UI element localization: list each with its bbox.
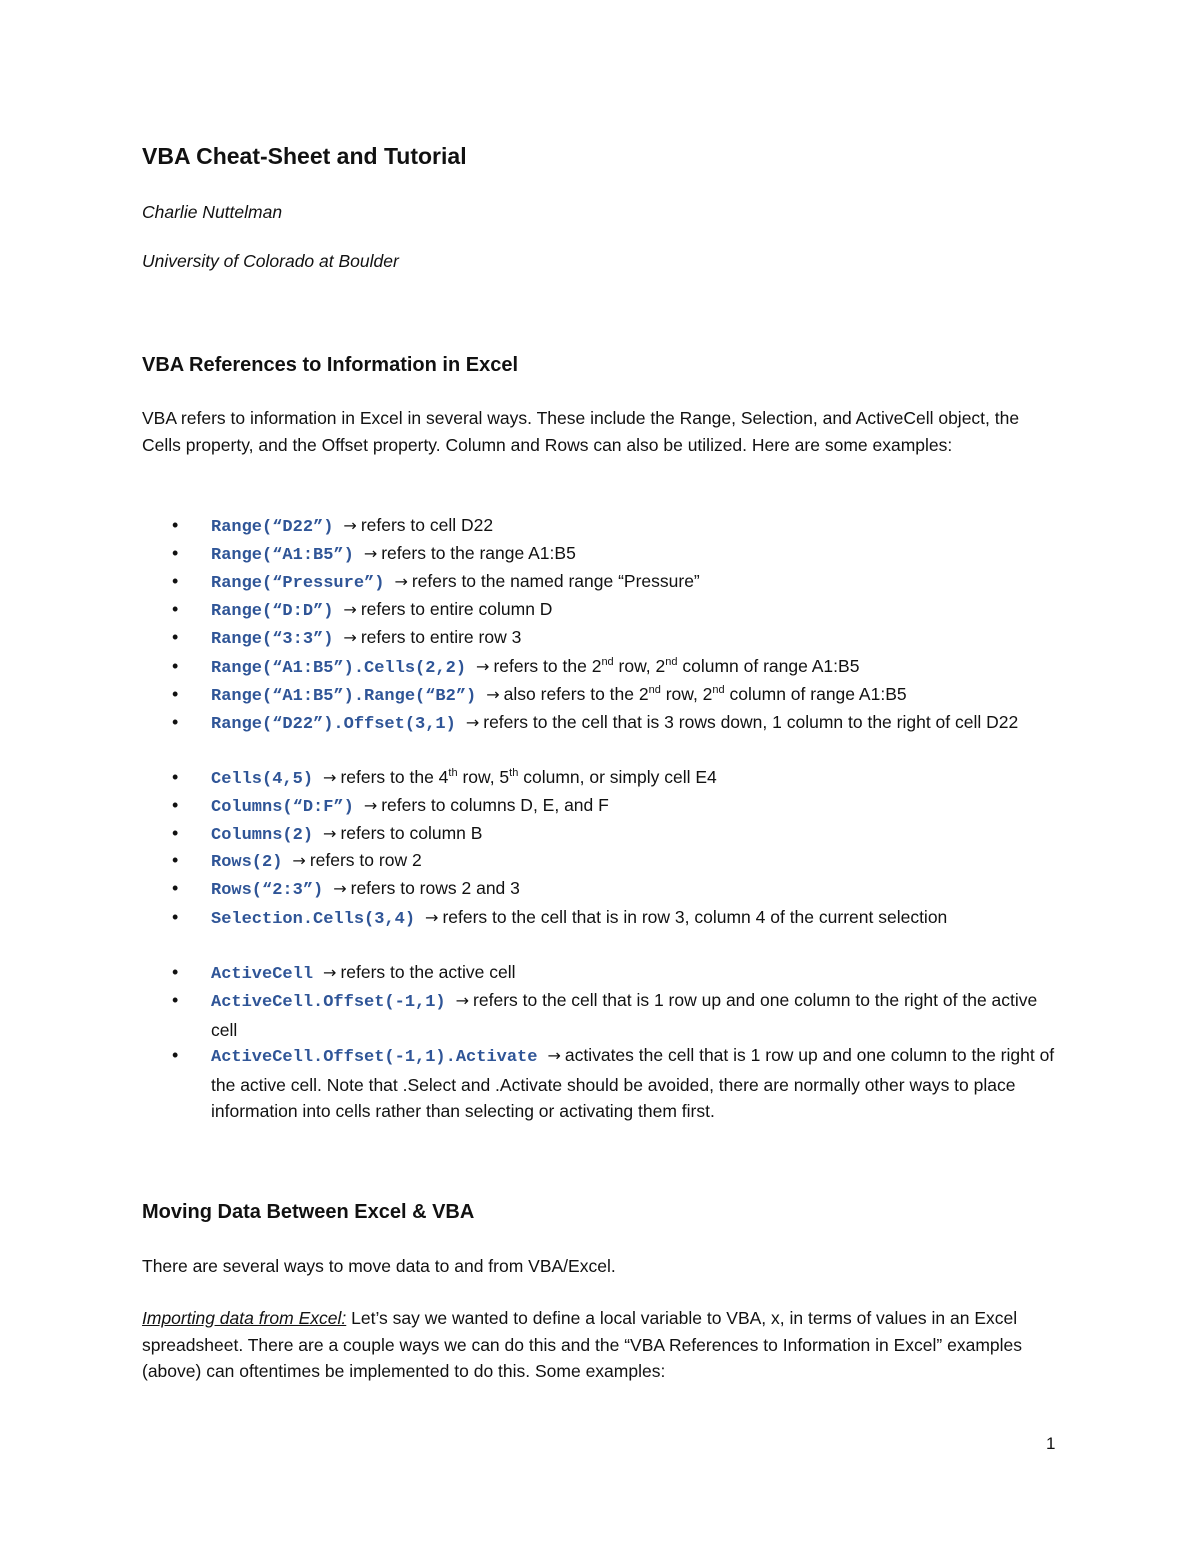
code-snippet: Range(“D22”).Offset(3,1) [211,715,456,734]
item-description: column of range A1:B5 [677,656,860,676]
item-description: refers to the cell that is in row 3, column 4 of the current selection [442,907,948,927]
arrow-icon: → [394,572,408,591]
item-description: refers to rows 2 and 3 [350,878,520,898]
bullet-icon: • [172,850,179,870]
bullet-icon: • [172,543,179,563]
code-snippet: ActiveCell.Offset(-1,1).Activate [211,1048,538,1067]
code-snippet: Range(“3:3”) [211,630,334,649]
bullet-icon: • [172,656,179,676]
item-description: refers to cell D22 [360,515,494,535]
bullet-icon: • [172,990,179,1010]
item-description: refers to the 4 [340,767,449,787]
arrow-icon: → [323,824,337,843]
item-description: refers to the cell that is 3 rows down, 1 column to the right of cell D22 [483,712,1019,732]
bullet-icon: • [172,599,179,619]
code-snippet: Range(“A1:B5”).Cells(2,2) [211,659,467,678]
bullet-icon: • [172,823,179,843]
arrow-icon: → [363,796,378,815]
arrow-icon: → [363,544,378,563]
bullet-icon: • [172,1045,179,1065]
importing-paragraph [142,1305,1062,1385]
arrow-icon: → [292,851,306,870]
item-description: refers to columns D, E, and F [381,795,609,815]
superscript: nd [648,684,661,697]
code-snippet: ActiveCell.Offset(-1,1) [211,993,446,1012]
arrow-icon: → [343,600,357,619]
author-name: Charlie Nuttelman [142,202,283,222]
bullet-icon: • [172,515,179,535]
item-description: refers to row 2 [309,850,422,870]
item-description: row, 5 [457,767,510,787]
section-heading-moving-data: Moving Data Between Excel & VBA [142,1201,475,1223]
importing-label: Importing data from Excel: [142,1308,347,1328]
arrow-icon: → [486,685,500,704]
bullet-icon: • [172,571,179,591]
item-description: refers to the named range “Pressure” [411,571,700,591]
arrow-icon: → [333,879,347,898]
superscript: nd [601,656,614,669]
item-description: row, 2 [660,684,713,704]
arrow-icon: → [455,991,470,1010]
code-snippet: Rows(“2:3”) [211,881,324,900]
item-description: refers to entire row 3 [360,627,522,647]
code-snippet: Range(“D:D”) [211,602,334,621]
bullet-icon: • [172,684,179,704]
code-snippet: Columns(“D:F”) [211,798,354,817]
arrow-icon: → [323,963,337,982]
item-description: refers to entire column D [360,599,553,619]
code-snippet: Columns(2) [211,826,314,845]
code-snippet: Range(“D22”) [211,518,334,537]
arrow-icon: → [465,713,480,732]
bullet-icon: • [172,712,179,732]
section-intro-references: VBA refers to information in Excel in several ways. These include the Range, Selection, and ActiveCell object, the Cells property, and the Offset property. Column and Rows can also be utilized. Here are some examples: [142,408,1020,455]
item-description: row, 2 [613,656,666,676]
item-description: also refers to the 2 [503,684,649,704]
code-snippet: Range(“Pressure”) [211,574,385,593]
superscript: th [448,767,458,780]
section-heading-references: VBA References to Information in Excel [142,354,519,376]
item-description: refers to the range A1:B5 [381,543,576,563]
bullet-icon: • [172,767,179,787]
item-description: refers to column B [340,823,483,843]
arrow-icon: → [323,768,337,787]
item-description: column of range A1:B5 [724,684,907,704]
section-intro-moving-data: There are several ways to move data to and from VBA/Excel. [142,1256,616,1276]
bullet-icon: • [172,962,179,982]
bullet-icon: • [172,627,179,647]
item-description: refers to the active cell [340,962,516,982]
importing-text: Let’s say we wanted to define a local variable to VBA, x, in terms of values in an Excel spreadsheet. There are a couple ways we can do this and the “VBA References to Information in Excel” examples (above) can oftentimes be implemented to do this. Some examples: [142,1308,1023,1381]
page-number: 1 [1046,1434,1056,1453]
superscript: nd [665,656,678,669]
affiliation: University of Colorado at Boulder [142,251,399,271]
item-description: column, or simply cell E4 [518,767,717,787]
code-snippet: Cells(4,5) [211,770,314,789]
arrow-icon: → [476,657,490,676]
arrow-icon: → [343,628,357,647]
code-snippet: Selection.Cells(3,4) [211,910,416,929]
document-title: VBA Cheat-Sheet and Tutorial [142,143,467,169]
arrow-icon: → [425,908,439,927]
bullet-icon: • [172,907,179,927]
superscript: th [509,767,519,780]
superscript: nd [712,684,725,697]
bullet-icon: • [172,878,179,898]
code-snippet: Rows(2) [211,853,283,872]
code-snippet: ActiveCell [211,965,314,984]
code-snippet: Range(“A1:B5”).Range(“B2”) [211,687,477,706]
bullet-icon: • [172,795,179,815]
code-snippet: Range(“A1:B5”) [211,546,354,565]
arrow-icon: → [547,1046,561,1065]
item-description: refers to the cell that is 1 row up and one column to the right of the active cell [211,990,1038,1040]
item-description: refers to the 2 [493,656,602,676]
arrow-icon: → [343,516,357,535]
item-description: activates the cell that is 1 row up and one column to the right of the active cell. Note that .Select and .Activate should be avoided, there are normally other ways to place information into cells rather than selecting or activating them first. [211,1045,1055,1121]
